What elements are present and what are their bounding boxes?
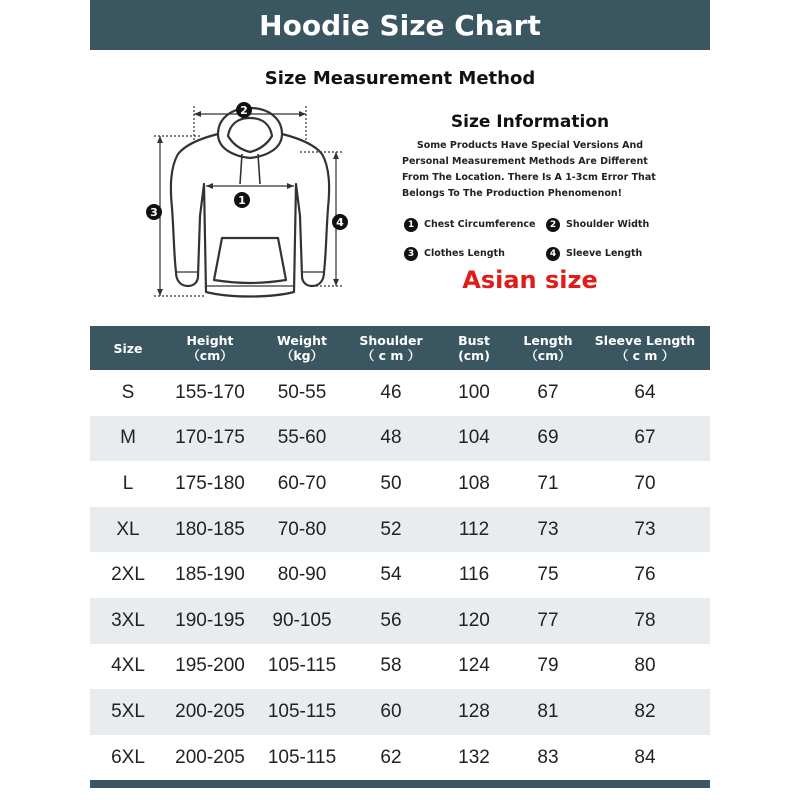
marker-clothes-length — [146, 204, 162, 220]
table-cell: 4XL — [111, 655, 145, 677]
info-line: From The Location. There Is A 1-3cm Error That — [402, 172, 656, 183]
table-cell: 180-185 — [175, 518, 245, 540]
legend-item-shoulder — [546, 218, 664, 232]
table-cell: 73 — [634, 518, 656, 540]
table-cell: 5XL — [111, 700, 145, 722]
table-header — [90, 326, 710, 370]
table-cell: 73 — [537, 518, 559, 540]
table-cell: 190-195 — [175, 609, 245, 631]
info-line: Personal Measurement Methods Are Different — [402, 156, 648, 167]
size-information-title: Size Information — [450, 112, 610, 132]
column-header: Bust (cm) — [458, 333, 490, 363]
marker-shoulder — [236, 102, 252, 118]
legend-label: Chest Circumference — [424, 219, 536, 230]
table-cell: 2XL — [111, 564, 145, 586]
table-row — [90, 507, 710, 553]
table-cell: 77 — [537, 609, 559, 631]
table-cell: 58 — [380, 655, 402, 677]
svg-text:4: 4 — [336, 216, 344, 229]
table-cell: 132 — [458, 746, 490, 768]
legend-label: Clothes Length — [424, 248, 505, 259]
table-cell: 48 — [380, 427, 402, 449]
table-cell: 60 — [380, 700, 402, 722]
size-table — [90, 326, 710, 788]
measurement-legend — [404, 210, 664, 268]
table-cell: 52 — [380, 518, 402, 540]
table-cell: 70-80 — [277, 518, 327, 540]
table-cell: 155-170 — [175, 381, 245, 403]
svg-text:1: 1 — [238, 194, 246, 207]
table-row — [90, 689, 710, 735]
table-bottom-bar — [90, 780, 710, 788]
table-row — [90, 644, 710, 690]
svg-text:2: 2 — [240, 104, 248, 117]
table-cell: 80 — [634, 655, 656, 677]
table-cell: 116 — [458, 564, 490, 586]
table-row — [90, 598, 710, 644]
column-header: Sleeve Length （ c m ） — [594, 333, 696, 363]
table-cell: 75 — [537, 564, 559, 586]
table-cell: 105-115 — [267, 655, 337, 677]
table-cell: 54 — [380, 564, 402, 586]
number-badge-icon: 3 — [404, 247, 418, 261]
table-cell: 170-175 — [175, 427, 245, 449]
asian-size-note: Asian size — [462, 266, 598, 294]
column-header: Size — [113, 340, 143, 356]
table-cell: 62 — [380, 746, 402, 768]
column-header: Length （cm） — [523, 333, 573, 363]
svg-text:3: 3 — [150, 206, 158, 219]
table-cell: 82 — [634, 700, 656, 722]
table-cell: 60-70 — [277, 472, 327, 494]
table-cell: 90-105 — [272, 609, 332, 631]
table-body — [90, 370, 710, 780]
column-header: Weight （kg） — [277, 333, 327, 363]
table-cell: 200-205 — [175, 700, 245, 722]
table-cell: 70 — [634, 472, 656, 494]
table-cell: 79 — [537, 655, 559, 677]
table-cell: 71 — [537, 472, 559, 494]
table-cell: 200-205 — [175, 746, 245, 768]
table-cell: 105-115 — [267, 700, 337, 722]
table-cell: 120 — [458, 609, 490, 631]
table-cell: 55-60 — [277, 427, 327, 449]
table-cell: 104 — [458, 427, 490, 449]
number-badge-icon: 1 — [404, 218, 418, 232]
column-header: Height （cm） — [186, 333, 234, 363]
table-cell: 76 — [634, 564, 656, 586]
title-banner — [90, 0, 710, 50]
measurement-method-title: Size Measurement Method — [264, 68, 536, 89]
table-cell: XL — [116, 518, 140, 540]
table-row — [90, 735, 710, 781]
table-cell: 6XL — [111, 746, 145, 768]
table-cell: 78 — [634, 609, 656, 631]
info-line: Belongs To The Production Phenomenon! — [402, 188, 622, 199]
table-cell: 67 — [537, 381, 559, 403]
size-information — [402, 112, 658, 202]
legend-item-sleeve-length — [546, 247, 664, 261]
table-row — [90, 461, 710, 507]
table-cell: 56 — [380, 609, 402, 631]
table-cell: 80-90 — [277, 564, 327, 586]
legend-label: Shoulder Width — [566, 219, 650, 230]
table-cell: 64 — [634, 381, 656, 403]
table-row — [90, 552, 710, 598]
table-cell: S — [121, 381, 135, 403]
table-cell: 128 — [458, 700, 490, 722]
legend-label: Sleeve Length — [566, 248, 643, 259]
legend-item-clothes-length — [404, 247, 546, 261]
table-cell: 84 — [634, 746, 656, 768]
number-badge-icon: 4 — [546, 247, 560, 261]
table-cell: 81 — [537, 700, 559, 722]
marker-sleeve-length — [332, 214, 348, 230]
size-information-text — [402, 138, 658, 202]
table-cell: 67 — [634, 427, 656, 449]
table-cell: 46 — [380, 381, 402, 403]
table-cell: 100 — [458, 381, 490, 403]
table-row — [90, 370, 710, 416]
table-cell: 83 — [537, 746, 559, 768]
table-cell: L — [122, 472, 134, 494]
table-row — [90, 416, 710, 462]
legend-item-chest — [404, 218, 546, 232]
column-header: Shoulder （ c m ） — [359, 333, 423, 363]
marker-chest — [234, 192, 250, 208]
table-cell: 185-190 — [175, 564, 245, 586]
table-cell: 69 — [537, 427, 559, 449]
table-cell: 108 — [458, 472, 490, 494]
table-cell: 124 — [458, 655, 490, 677]
hoodie-measurement-diagram — [140, 96, 360, 306]
table-cell: 50 — [380, 472, 402, 494]
table-cell: 195-200 — [175, 655, 245, 677]
table-cell: 175-180 — [175, 472, 245, 494]
table-cell: 112 — [458, 518, 490, 540]
table-cell: 105-115 — [267, 746, 337, 768]
table-cell: M — [120, 427, 136, 449]
table-cell: 50-55 — [277, 381, 327, 403]
info-line: Some Products Have Special Versions And — [416, 140, 644, 151]
page-title: Hoodie Size Chart — [259, 8, 541, 42]
table-cell: 3XL — [111, 609, 145, 631]
number-badge-icon: 2 — [546, 218, 560, 232]
